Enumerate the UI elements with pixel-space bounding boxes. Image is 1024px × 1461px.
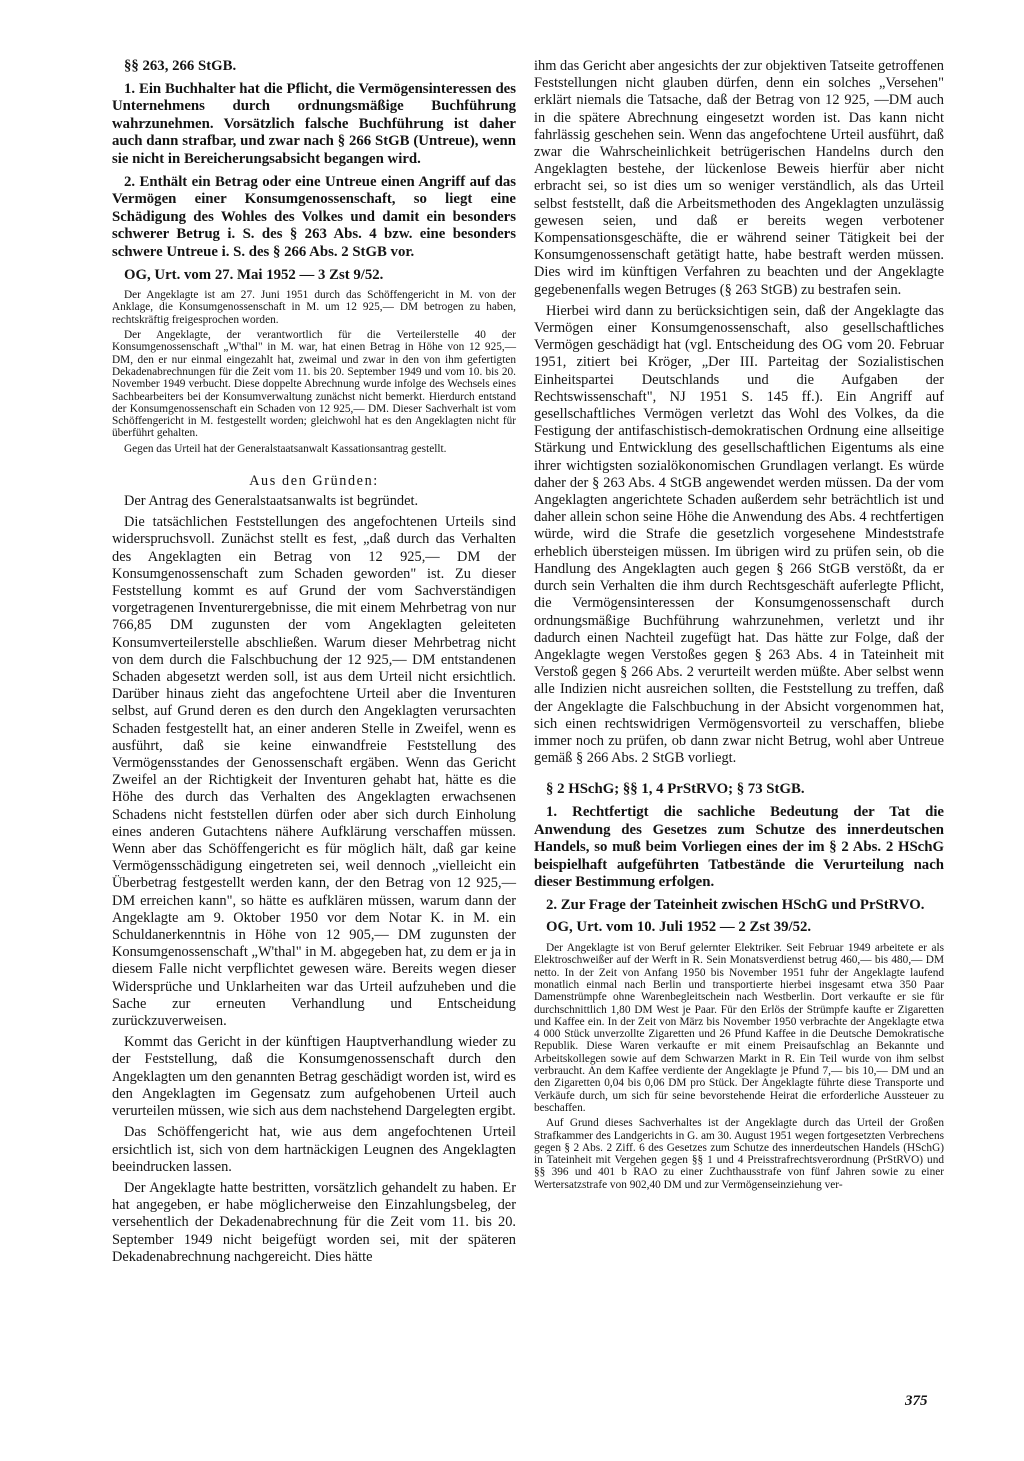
right-column	[534, 58, 944, 1194]
case1-court-reference: OG, Urt. vom 27. Mai 1952 — 3 Zst 9/52.	[124, 266, 384, 283]
case2-court-reference: OG, Urt. vom 10. Juli 1952 — 2 Zst 39/52.	[546, 919, 812, 936]
reasons-paragraph-continuation: ihm das Gericht aber angesichts der zur objektiven Tatseite getroffenen Feststellungen nicht glauben dürfen, denn ein solches „Versehen" erklärt niemals die Tatsache, daß der Betrag von 12 925, —DM auch in die spätere Abrechnung eingesetzt worden ist. Das kann nicht fahrlässig geschehen sein. Wenn das angefochtene Urteil ausführt, daß zwar die Wahrscheinlichkeit betrügerischen Handelns durch den Angeklagten bestehe, der lückenlose Beweis hierfür aber nicht erbracht sei, so ist dies um so weniger verständlich, als das Urteil selbst feststellt, daß die Arbeitsmethoden des Angeklagten unzulässig gewesen seien, und daß er bereits wegen verbotener Kompensationsgeschäfte, die er während seiner Tätigkeit bei der Konsumgenossenschaft getätigt hatte, habe bestraft werden müssen. Dies wird im künftigen Verfahren zu beachten und der Angeklagte gegebenenfalls wegen Betruges (§ 263 StGB) zu bestrafen sein.	[534, 58, 944, 298]
reasons-paragraph-continued: Der Angeklagte hatte bestritten, vorsätzlich gehandelt zu haben. Er hat angegeben, er habe möglicherweise den Einzahlungsbeleg, der versehentlich der Dekadenabrechnung für die Zeit vom 11. bis 20. September 1949 nicht beigefügt worden sei, mit der späteren Dekadenabrechnung nachgereicht. Dies hätte	[112, 1179, 516, 1265]
case1-facts-paragraph: Der Angeklagte, der verantwortlich für die Verteilerstelle 40 der Konsumgenossenschaft „W'thal" in M. war, hat einen Betrag in Höhe von 12 925,— DM, den er nur einmal eingezahlt hat, zweimal und zwar in den von ihm gefertigten Dekadenabrechnungen für die Zeit vom 11. bis 20. September 1949 und vom 10. bis 20. November 1949 verbucht. Diese doppelte Abrechnung wurde infolge des Wechsels eines Sachbearbeiters bei der Konsumverwaltung zunächst nicht bemerkt. Hierdurch entstand der Konsumgenossenschaft ein Schaden von 12 925,— DM. Dieser Sachverhalt ist vom Schöffengericht in M. festgestellt worden; gleichwohl hat es den Angeklagten nicht für überführt gehalten.	[112, 329, 516, 440]
case1-headnote-1: 1. Ein Buchhalter hat die Pflicht, die Vermögensinteressen des Unternehmens durch ordnungsmäßige Buchführung wahrzunehmen. Vorsätzlich falsche Buchführung ist daher auch dann strafbar, und zwar nach § 266 StGB (Untreue), wenn sie nicht in Bereicherungsabsicht begangen wird.	[112, 80, 516, 167]
reasons-paragraph: Kommt das Gericht in der künftigen Hauptverhandlung wieder zu der Feststellung, daß die Konsumgenossenschaft durch den Angeklagten um den genannten Betrag geschädigt worden ist, wird es den Angeklagten im Gegensatz zum aufgehobenen Urteil auch verurteilen müssen, wie sich aus dem nachstehend Dargelegten ergibt.	[112, 1034, 516, 1120]
reasons-paragraph: Hierbei wird dann zu berücksichtigen sein, daß der Angeklagte das Vermögen einer Konsumgenossenschaft, also gesellschaftliches Vermögen geschädigt hat (vgl. Entscheidung des OG vom 20. Februar 1951, zitiert bei Kröger, „Der III. Parteitag der Sozialistischen Einheitspartei Deutschlands und die Aufgaben der Rechtswissenschaft", NJ 1951 S. 145 ff.). Ein Angriff auf gesellschaftliches Vermögen verletzt das Wohl des Volkes, da die Festigung der antifaschistisch-demokratischen Ordnung eine allseitige Stärkung und Entwicklung des gesellschaftlichen Eigentums als eine ihrer wichtigsten sozialökonomischen Grundlagen verlangt. Es würde daher der § 263 Abs. 4 StGB angewendet werden müssen. Da der vom Angeklagten angerichtete Schaden außerdem sehr beträchtlich ist und daher allein schon seine Höhe die Anwendung des Abs. 4 rechtfertigen würde, wird die Strafe die gesetzlich vorgesehene Mindeststrafe erheblich übersteigen müssen. Im übrigen wird zu prüfen sein, ob die Handlung des Angeklagten auch gegen § 266 StGB verstößt, da er durch sein Verhalten die ihm durch Rechtsgeschäft auferlegte Pflicht, die Vermögensinteressen der Konsumgenossenschaft durch ordnungsmäßige Buchführung wahrzunehmen, verletzt und ihr dadurch einen Nachteil zugefügt hat. Das hätte zur Folge, daß der Angeklagte wegen Verstoßes gegen § 263 Abs. 4 in Tateinheit mit Verstoß gegen § 266 Abs. 2 verurteilt werden müßte. Aber selbst wenn alle Indizien nicht ausreichen sollten, die Feststellung zu treffen, daß der Angeklagte die Falschbuchung in der Absicht vorgenommen hat, sich einen rechtswidrigen Vermögensvorteil zu verschaffen, bliebe immer noch zu prüfen, ob dann zwar nicht Betrug, wohl aber Untreue gemäß § 266 Abs. 2 StGB vorliegt.	[534, 302, 944, 767]
case1-citation: §§ 263, 266 StGB.	[124, 58, 237, 74]
reasons-paragraph: Die tatsächlichen Feststellungen des angefochtenen Urteils sind widerspruchsvoll. Zunächst stellt es fest, „daß durch das Verhalten des Angeklagten ein Betrag von 12 925,— DM der Konsumgenossenschaft zum Schaden geworden" ist. Zu dieser Feststellung kommt es auf Grund der vom Sachverständigen vorgetragenen Inventurergebnisse, die mit einem Mehrbetrag von nur 766,85 DM zugunsten der vom Angeklagten geleiteten Konsumverteilerstelle abschließen. Warum dieser Mehrbetrag nicht von dem durch die Falschbuchung der 12 925,— DM entstandenen Schaden abgesetzt werden soll, ist aus dem Urteil nicht ersichtlich. Darüber hinaus zieht das angefochtene Urteil aber die Inventuren selbst, auf Grund deren es den durch den Angeklagten verursachten Schaden festgestellt hat, an einer anderen Stelle in Zweifel, wenn es ausführt, daß sie keine einwandfreie Feststellung des Vermögensstandes der Genossenschaft ergäben. Wenn das Gericht Zweifel an der Richtigkeit der Inventuren gehabt hat, hätte es die Höhe des durch das Verhalten des Angeklagten erwachsenen Schadens nicht feststellen dürfen oder aber sich durch Einholung eines anderen Gutachtens nähere Aufklärung verschaffen müssen. Wenn aber das Schöffengericht es für möglich hält, daß gar keine Vermögensschädigung eingetreten sei, weil dennoch „vielleicht ein Überbetrag festgestellt werden kann, der den Betrag von 12 925,— DM erreichen kann", so hätte es aufklären müssen, warum dann der Angeklagte am 9. Oktober 1950 vor dem Notar K. in M. ein Schuldanerkenntnis in Höhe von 12 905,— DM zugunsten der Konsumgenossenschaft „W'thal" in M. abgegeben hat, zu dem er ja in diesem Falle nicht verpflichtet gewesen wäre. Bereits wegen dieser Widersprüche und Unklarheiten war das Urteil aufzuheben und die Sache zur erneuten Verhandlung und Entscheidung zurückzuverweisen.	[112, 514, 516, 1030]
case2-facts-paragraph: Der Angeklagte ist von Beruf gelernter Elektriker. Seit Februar 1949 arbeitete er als Elektroschweißer auf der Werft in R. Sein Monatsverdienst betrug 460,— bis 480,— DM netto. In der Zeit von Anfang 1950 bis November 1951 fuhr der Angeklagte laufend monatlich einmal nach Berlin und transportierte hierbei insgesamt etwa 350 Paar Damenstrümpfe ohne Warenbegleitschein nach Westberlin. Dort verkaufte er sie für durchschnittlich 1,80 DM West je Paar. Für den Erlös der Strümpfe kaufte er Zigaretten und Kaffee ein. In der Zeit von März bis November 1950 verbrachte der Angeklagte etwa 4 000 Stück unverzollte Zigaretten und 26 Pfund Kaffee in die Deutsche Demokratische Republik. Diese Waren verkaufte er mit einem Preisaufschlag an Bekannte und Arbeitskollegen sowie auf dem Schwarzen Markt in R. Ein Teil wurde von ihm selbst verbraucht. An dem Kaffee verdiente der Angeklagte je Pfund 7,— bis 10,— DM und an den Zigaretten 0,04 bis 0,06 DM pro Stück. Der Angeklagte führte diese Transporte und Verkäufe durch, um sich für seine bevorstehende Heirat die erforderliche Aussteuer zu beschaffen.	[534, 942, 944, 1114]
case2-headnote-1: 1. Rechtfertigt die sachliche Bedeutung der Tat die Anwendung des Gesetzes zum Schutze des innerdeutschen Handels, so muß beim Vorliegen eines der im § 2 Abs. 2 HSchG beispielhaft aufgeführten Tatbestände die Verurteilung nach dieser Bestimmung erfolgen.	[534, 803, 944, 891]
case1-facts-paragraph: Gegen das Urteil hat der Generalstaatsanwalt Kassationsantrag gestellt.	[124, 442, 447, 455]
case2-facts-paragraph: Auf Grund dieses Sachverhaltes ist der Angeklagte durch das Urteil der Großen Strafkammer des Landgerichts in G. am 30. August 1951 wegen fortgesetzten Verbrechens gegen § 2 Abs. 2 Ziff. 6 des Gesetzes zum Schutze des innerdeutschen Handels (HSchG) in Tateinheit mit Vergehen gegen §§ 1 und 4 Preisstrafrechtsverordnung (PrStRVO) und §§ 396 und 401 b RAO zu einer Zuchthausstrafe von fünf Jahren sowie zu einer Wertersatzstrafe von 902,40 DM und zur Vermögenseinziehung ver-	[534, 1117, 944, 1191]
reasons-paragraph: Der Antrag des Generalstaatsanwalts ist begründet.	[124, 492, 419, 509]
page-number: 375	[905, 1393, 928, 1409]
case1-headnote-2: 2. Enthält ein Betrag oder eine Untreue einen Angriff auf das Vermögen einer Konsumgenossenschaft, so liegt eine Schädigung des Wohles des Volkes und damit ein besonders schwerer Betrug i. S. des § 263 Abs. 4 bzw. eine besonders schwere Untreue i. S. des § 266 Abs. 2 StGB vor.	[112, 173, 516, 260]
reasons-heading: Aus den Gründen:	[249, 472, 379, 489]
reasons-paragraph: Das Schöffengericht hat, wie aus dem angefochtenen Urteil ersichtlich ist, sich von dem hartnäckigen Leugnen des Angeklagten beeindrucken lassen.	[112, 1124, 516, 1175]
left-column	[112, 58, 516, 1270]
case2-headnote-2: 2. Zur Frage der Tateinheit zwischen HSchG und PrStRVO.	[546, 896, 925, 913]
case2-citation: § 2 HSchG; §§ 1, 4 PrStRVO; § 73 StGB.	[546, 781, 805, 798]
case1-facts-paragraph: Der Angeklagte ist am 27. Juni 1951 durch das Schöffengericht in M. von der Anklage, die Konsumgenossenschaft in M. um 12 925,— DM betrogen zu haben, rechtskräftig freigesprochen worden.	[112, 289, 516, 326]
